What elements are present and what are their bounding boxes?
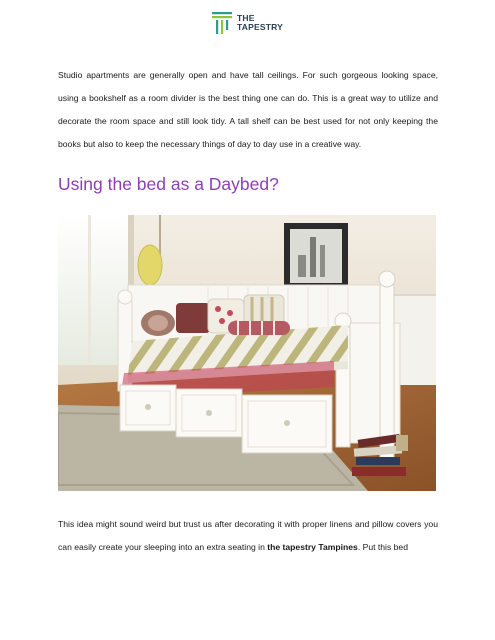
daybed-photo (58, 215, 436, 491)
brand-emphasis: the tapestry Tampines (267, 542, 358, 552)
brand-logo (212, 10, 284, 36)
intro-paragraph: Studio apartments are generally open and have tall ceilings. For such gorgeous looking space, using a bookshelf as a room divider is the best thing one can do. This is a great way to utilize and decorate the room space and still look tidy. A tall shelf can be best used for not only keeping the books but also to keep the necessary things of day to day use in a creative way. (58, 70, 438, 149)
body-paragraph (58, 513, 438, 559)
logo-wordmark (237, 14, 283, 32)
body-text-before: This idea might sound weird but trust us after decorating it with proper linens and pillow covers you can easily create your sleeping into an extra seating in (58, 519, 438, 552)
logo-line-1: THE (237, 13, 255, 23)
section-heading: Using the bed as a Daybed? (58, 174, 279, 194)
body-text-after: . Put this bed (357, 542, 408, 552)
logo-line-2: TAPESTRY (237, 22, 283, 32)
tapestry-logo-icon (212, 11, 232, 35)
